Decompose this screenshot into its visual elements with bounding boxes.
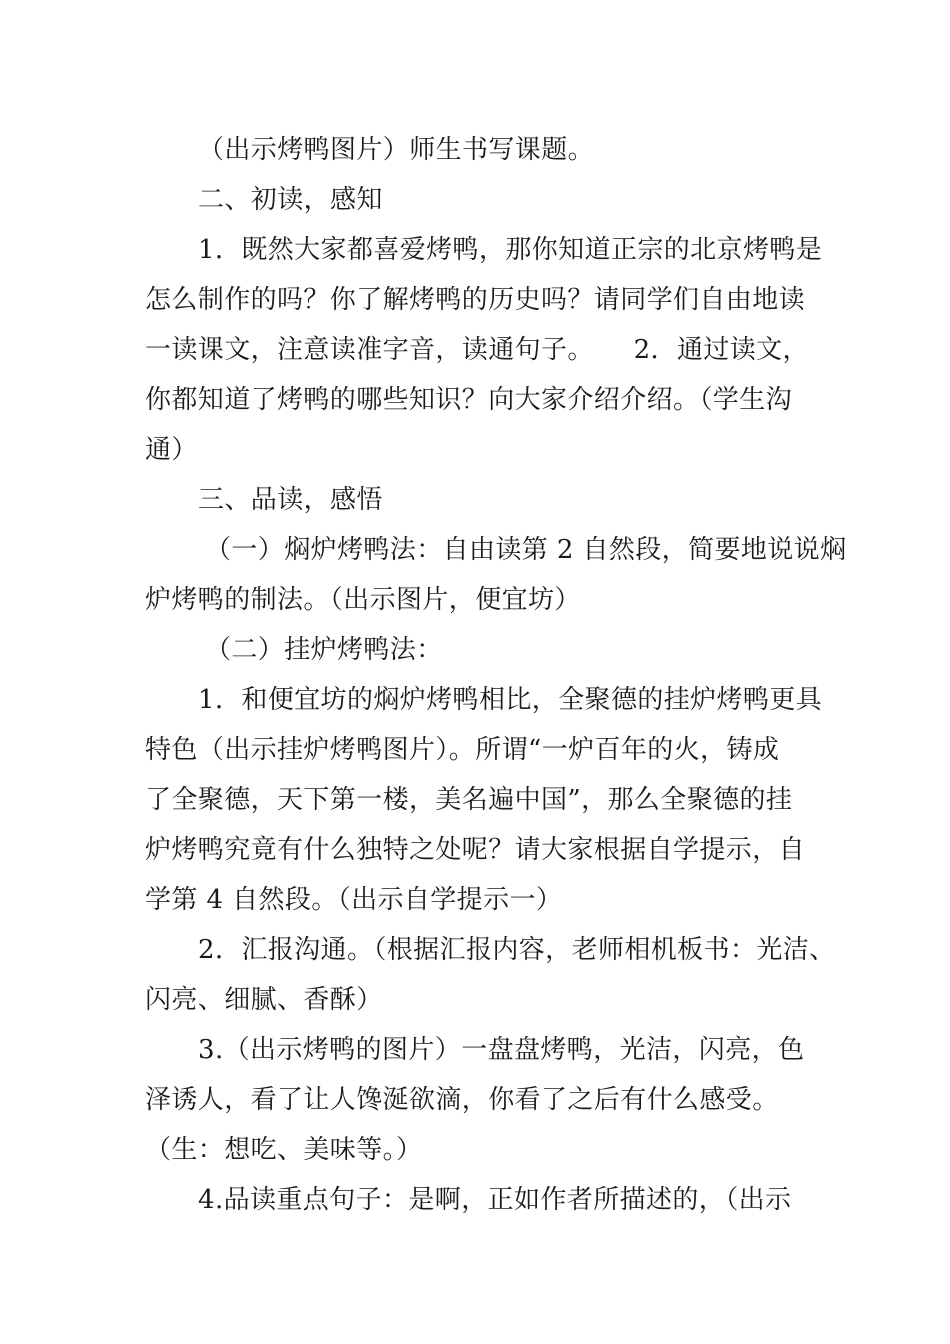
text-line: 泽诱人，看了让人馋涎欲滴，你看了之后有什么感受。 <box>145 1085 779 1115</box>
text-line: 2．汇报沟通。（根据汇报内容，老师相机板书：光洁、 <box>198 935 836 965</box>
section-heading: 三、品读，感悟 <box>198 485 383 515</box>
section-heading: 二、初读，感知 <box>198 185 383 215</box>
text-line: 3.（出示烤鸭的图片）一盘盘烤鸭，光洁，闪亮，色 <box>198 1035 805 1065</box>
text-line: 炉烤鸭的制法。（出示图片，便宜坊） <box>145 585 581 615</box>
text-line: （出示烤鸭图片）师生书写课题。 <box>198 135 595 165</box>
text-line: （一）焖炉烤鸭法：自由读第 2 自然段，简要地说说焖 <box>205 535 847 565</box>
text-line: 1．既然大家都喜爱烤鸭，那你知道正宗的北京烤鸭是 <box>198 235 823 265</box>
subsection-heading: （二）挂炉烤鸭法： <box>205 635 443 665</box>
text-line: 1．和便宜坊的焖炉烤鸭相比，全聚德的挂炉烤鸭更具 <box>198 685 823 715</box>
text-line: 4.品读重点句子：是啊，正如作者所描述的，（出示 <box>198 1185 792 1215</box>
text-line: （生：想吃、美味等。） <box>145 1135 423 1165</box>
text-line: 炉烤鸭究竟有什么独特之处呢？请大家根据自学提示，自 <box>145 835 806 865</box>
text-line: 怎么制作的吗？你了解烤鸭的历史吗？请同学们自由地读 <box>145 285 806 315</box>
text-line: 特色（出示挂炉烤鸭图片）。所谓“一炉百年的火，铸成 <box>145 735 780 765</box>
text-line: 了全聚德，天下第一楼，美名遍中国”，那么全聚德的挂 <box>145 785 793 815</box>
text-line: 你都知道了烤鸭的哪些知识？向大家介绍介绍。（学生沟 <box>145 385 793 415</box>
text-line: 学第 4 自然段。（出示自学提示一） <box>145 885 563 915</box>
text-line: 一读课文，注意读准字音，读通句子。 2．通过读文， <box>145 335 809 365</box>
text-line: 通） <box>145 435 198 465</box>
text-line: 闪亮、细腻、香酥） <box>145 985 383 1015</box>
